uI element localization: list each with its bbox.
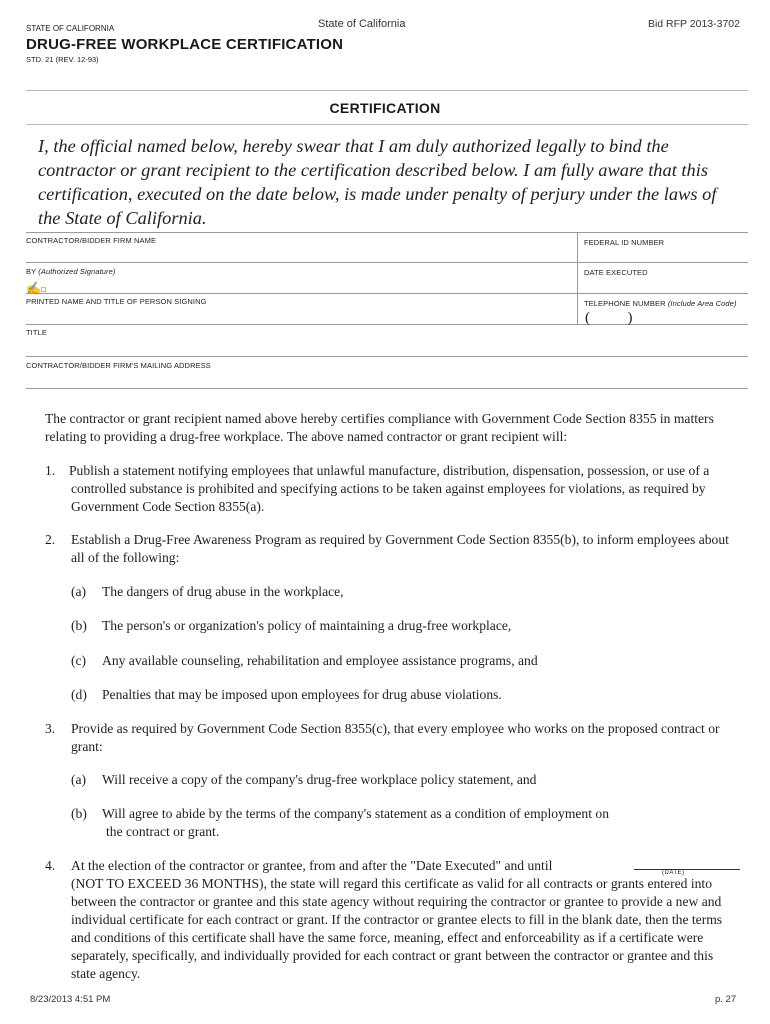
signature-field[interactable]: BY (Authorized Signature) [26,267,116,276]
subitem-label: (b) [71,618,87,633]
item-number: 4. [45,858,56,873]
title-field[interactable]: TITLE [26,328,47,337]
federal-id-field[interactable]: FEDERAL ID NUMBER [584,238,665,247]
intro-paragraph: The contractor or grant recipient named above hereby certifies compliance with Government Code Section 8355 in matters relating to providing a drug-free workplace. The above named contractor or grant recipient will: [45,411,714,444]
field-border [26,293,748,294]
mailing-address-field[interactable]: CONTRACTOR/BIDDER FIRM'S MAILING ADDRESS [26,361,211,370]
form-title: DRUG-FREE WORKPLACE CERTIFICATION [26,36,344,53]
certification-heading: CERTIFICATION [329,100,441,116]
divider [26,90,748,91]
date-executed-field[interactable]: DATE EXECUTED [584,268,648,277]
bid-reference: Bid RFP 2013-3702 [647,18,740,30]
item-4-text: (NOT TO EXCEED 36 MONTHS), the state will regard this certificate as valid for all contracts or grants entered into between the contractor or grantee and this state agency without requiring the contractor or grantee to provide a new and individual certificate for each contract or grant. If the contractor or grantee elects to fill in the blank date, then the terms and conditions of this certificate shall have the same force, meaning, effect and enforceability as if a certificate were separately, specifically, and individually provided for each contract or grant between the contractor or grantee and this state agency. [71,876,723,981]
telephone-field[interactable]: TELEPHONE NUMBER (Include Area Code) [584,299,737,308]
subitem-label: (a) [71,772,87,787]
state-label: STATE OF CALIFORNIA [26,24,115,33]
field-border [26,232,748,233]
item-2d-text: Penalties that may be imposed upon employees for drug abuse violations. [102,687,502,702]
item-3-text: Provide as required by Government Code Section 8355(c), that every employee who works on the proposed contract or grant: [71,721,720,754]
item-2-text: Establish a Drug-Free Awareness Program as required by Government Code Section 8355(b), to inform employees about all of the following: [71,532,729,565]
oath-statement: I, the official named below, hereby swear that I am duly authorized legally to bind the contractor or grant recipient to the certification described below. I am fully aware that this certification, executed on the date below, is made under penalty of perjury under the laws of the State of California. [38,136,717,228]
firm-name-field[interactable]: CONTRACTOR/BIDDER FIRM NAME [26,236,157,245]
field-border [26,262,748,263]
item-3b-text-line1: Will agree to abide by the terms of the company's statement as a condition of employment on [102,806,609,821]
page-number: p. 27 [715,994,737,1005]
item-number: 3. [45,721,56,736]
print-timestamp: 8/23/2013 4:51 PM [30,994,111,1005]
item-4-text-line1: At the election of the contractor or grantee, from and after the "Date Executed" and until [71,858,553,873]
subitem-label: (c) [71,653,87,668]
field-border [26,356,748,357]
date-blank-line[interactable] [634,869,740,870]
field-border [26,324,748,325]
date-caption: (DATE) [662,870,685,876]
item-2b-text: The person's or organization's policy of maintaining a drug-free workplace, [102,618,512,633]
item-2a-text: The dangers of drug abuse in the workplace, [102,584,344,599]
divider [26,124,748,125]
item-2c-text: Any available counseling, rehabilitation and employee assistance programs, and [102,653,538,668]
item-number: 2. [45,532,56,547]
subitem-label: (b) [71,806,87,821]
agency-name: State of California [318,18,406,30]
field-border [26,388,748,389]
form-number: STD. 21 (REV. 12-93) [26,55,99,64]
subitem-label: (d) [71,687,87,702]
item-3b-text-line2: the contract or grant. [106,824,220,839]
area-code-parens: ( ) [585,310,633,326]
item-number: 1. [45,463,56,478]
field-divider [577,232,578,324]
item-1-text: Publish a statement notifying employees that unlawful manufacture, distribution, dispensation, possession, or use of a controlled substance is prohibited and specifying actions to be taken against employees for violations, as required by Government Code Section 8355(a). [69,463,710,514]
item-3a-text: Will receive a copy of the company's drug-free workplace policy statement, and [102,772,537,787]
pen-signature-icon: ✍□ [26,281,46,295]
printed-name-field[interactable]: PRINTED NAME AND TITLE OF PERSON SIGNING [26,297,207,306]
subitem-label: (a) [71,584,87,599]
